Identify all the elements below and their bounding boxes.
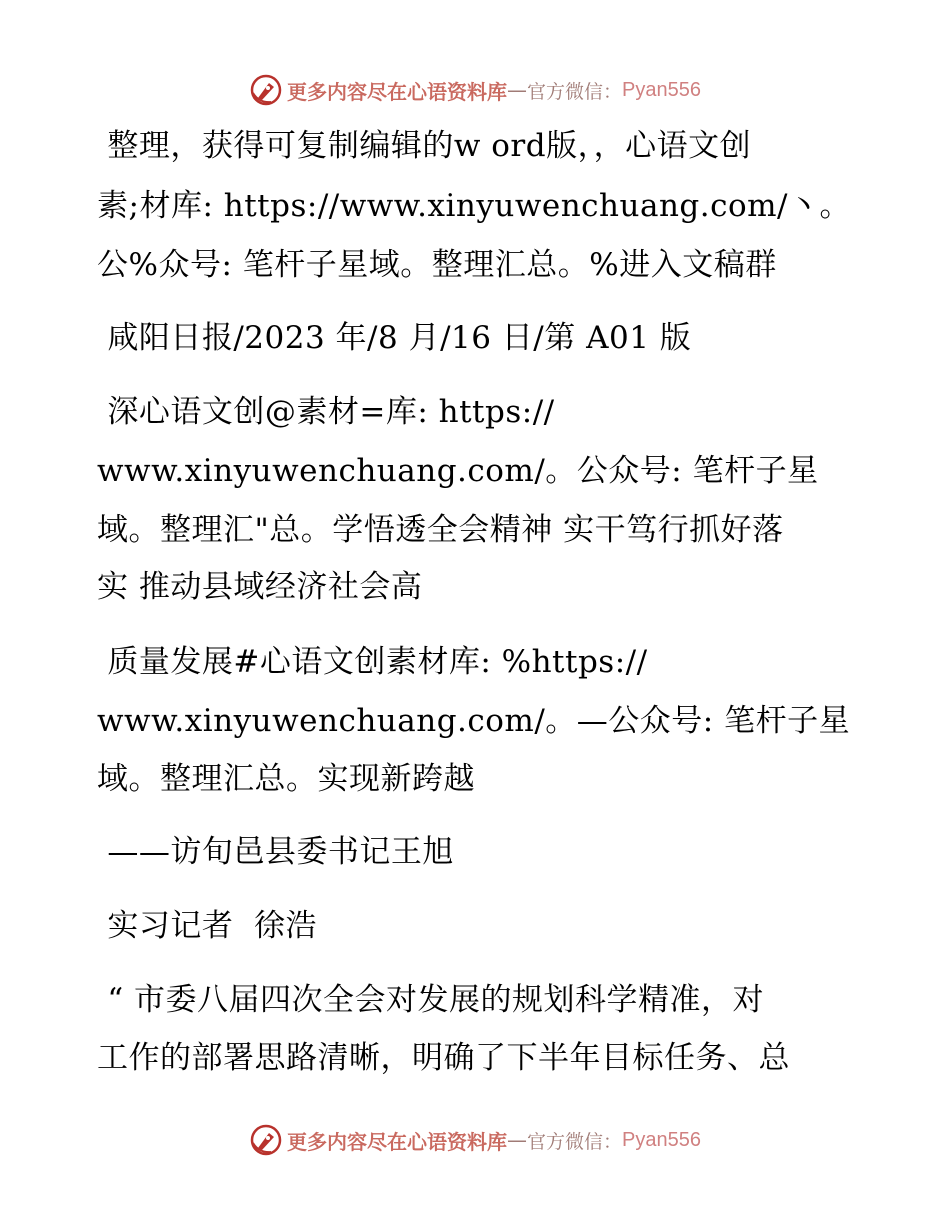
banner-official-label: 官方微信：: [527, 80, 623, 103]
banner-wechat-id: Pyan556: [622, 78, 701, 101]
banner-separator: —: [507, 78, 527, 102]
pen-nib-circle-icon: [249, 1123, 283, 1157]
text-line: www.xinyuwenchuang.com/。公众号: 笔杆子星: [97, 453, 819, 489]
banner-main-text: 更多内容尽在心语资料库: [287, 1129, 507, 1154]
text-line: 域。整理汇"总。学悟透全会精神 实干笃行抓好落: [97, 512, 784, 548]
text-line: “ 市委八届四次全会对发展的规划科学精准，对: [97, 982, 765, 1018]
text-line: www.xinyuwenchuang.com/。—公众号: 笔杆子星: [97, 703, 851, 739]
text-line: 整理，获得可复制编辑的w ord版，，心语文创: [97, 128, 752, 164]
pen-nib-circle-icon: [249, 73, 283, 107]
banner-official-label: 官方微信：: [527, 1130, 623, 1153]
text-line: 公%众号: 笔杆子星域。整理汇总。%进入文稿群: [97, 247, 777, 283]
text-line: 工作的部署思路清晰，明确了下半年目标任务、总: [97, 1040, 790, 1076]
banner-wechat-id: Pyan556: [622, 1128, 701, 1151]
banner-main-text: 更多内容尽在心语资料库: [287, 79, 507, 104]
text-line: 咸阳日报/2023 年/8 月/16 日/第 A01 版: [97, 320, 692, 356]
text-line: 域。整理汇总。实现新跨越: [97, 761, 475, 797]
text-line: ——访旬邑县委书记王旭: [97, 834, 454, 870]
text-line: 深心语文创@素材=库: https://: [97, 394, 555, 430]
text-line: 质量发展#心语文创素材库: %https://: [97, 644, 648, 680]
text-line: 素;材库: https://www.xinyuwenchuang.com/丶。: [97, 188, 851, 224]
header-banner: [0, 70, 950, 110]
text-line: 实 推动县域经济社会高: [97, 569, 423, 605]
banner-separator: —: [507, 1128, 527, 1152]
footer-banner: [0, 1120, 950, 1160]
text-line: 实习记者 徐浩: [97, 908, 318, 944]
